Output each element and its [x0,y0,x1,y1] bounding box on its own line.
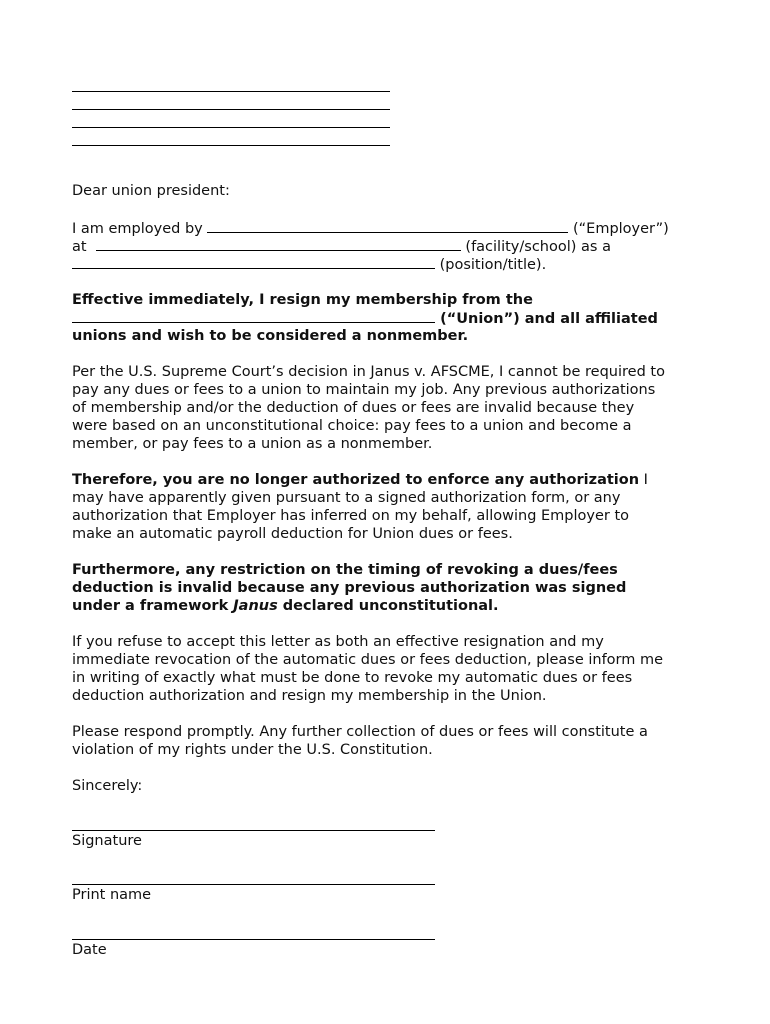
facility-label: (facility/school) as a [465,239,611,255]
janus-line-4: were based on an unconstitutional choice: pay fees to a union and become a [72,418,632,434]
resign-line-3: unions and wish to be considered a nonmember. [72,328,469,344]
employment-line-1 [72,219,669,238]
therefore-line-1 [72,471,648,489]
employer-blank[interactable] [207,219,568,233]
position-blank[interactable] [72,255,435,269]
furthermore-line-2: deduction is invalid because any previous authorization was signed [72,580,627,596]
address-line-1[interactable] [72,91,390,92]
refuse-line-2: immediate revocation of the automatic dues or fees deduction, please inform me [72,652,664,668]
janus-line-5: member, or pay fees to a union as a nonmember. [72,436,433,452]
address-line-2[interactable] [72,109,390,110]
furthermore-line-1: Furthermore, any restriction on the timing of revoking a dues/fees [72,562,618,578]
salutation: Dear union president: [72,183,230,199]
employment-line-3 [72,255,546,274]
employment-line-2 [72,237,611,256]
closing: Sincerely: [72,778,143,794]
employed-by-label: I am employed by [72,221,203,237]
print-name-line[interactable] [72,884,435,885]
print-name-label: Print name [72,887,152,903]
janus-line-1: Per the U.S. Supreme Court’s decision in Janus v. AFSCME, I cannot be required to [72,364,665,380]
furthermore-text-b: declared unconstitutional. [277,598,499,614]
date-line[interactable] [72,939,435,940]
therefore-bold: Therefore, you are no longer authorized to enforce any authorization [72,472,640,488]
signature-label: Signature [72,833,142,849]
respond-line-1: Please respond promptly. Any further collection of dues or fees will constitute a [72,724,648,740]
union-label: (“Union”) and all affiliated [440,311,658,327]
refuse-line-3: in writing of exactly what must be done to revoke my automatic dues or fees [72,670,633,686]
union-blank[interactable] [72,309,435,323]
resign-line-2 [72,309,658,328]
furthermore-text-a: under a framework [72,598,234,614]
janus-italic: Janus [233,598,278,614]
refuse-line-4: deduction authorization and resign my membership in the Union. [72,688,547,704]
address-line-4[interactable] [72,145,390,146]
employer-label: (“Employer”) [572,221,669,237]
at-label: at [72,239,87,255]
refuse-line-1: If you refuse to accept this letter as both an effective resignation and my [72,634,604,650]
position-label: (position/title). [439,257,547,273]
resign-line-1: Effective immediately, I resign my membership from the [72,292,533,308]
respond-line-2: violation of my rights under the U.S. Constitution. [72,742,433,758]
date-label: Date [72,942,107,958]
janus-line-2: pay any dues or fees to a union to maintain my job. Any previous authorizations [72,382,656,398]
address-line-3[interactable] [72,127,390,128]
therefore-rest: I [639,472,648,488]
furthermore-line-3 [72,597,499,615]
signature-line[interactable] [72,830,435,831]
facility-blank[interactable] [96,237,461,251]
therefore-line-4: make an automatic payroll deduction for Union dues or fees. [72,526,513,542]
therefore-line-3: authorization that Employer has inferred on my behalf, allowing Employer to [72,508,630,524]
janus-line-3: of membership and/or the deduction of dues or fees are invalid because they [72,400,635,416]
therefore-line-2: may have apparently given pursuant to a signed authorization form, or any [72,490,621,506]
